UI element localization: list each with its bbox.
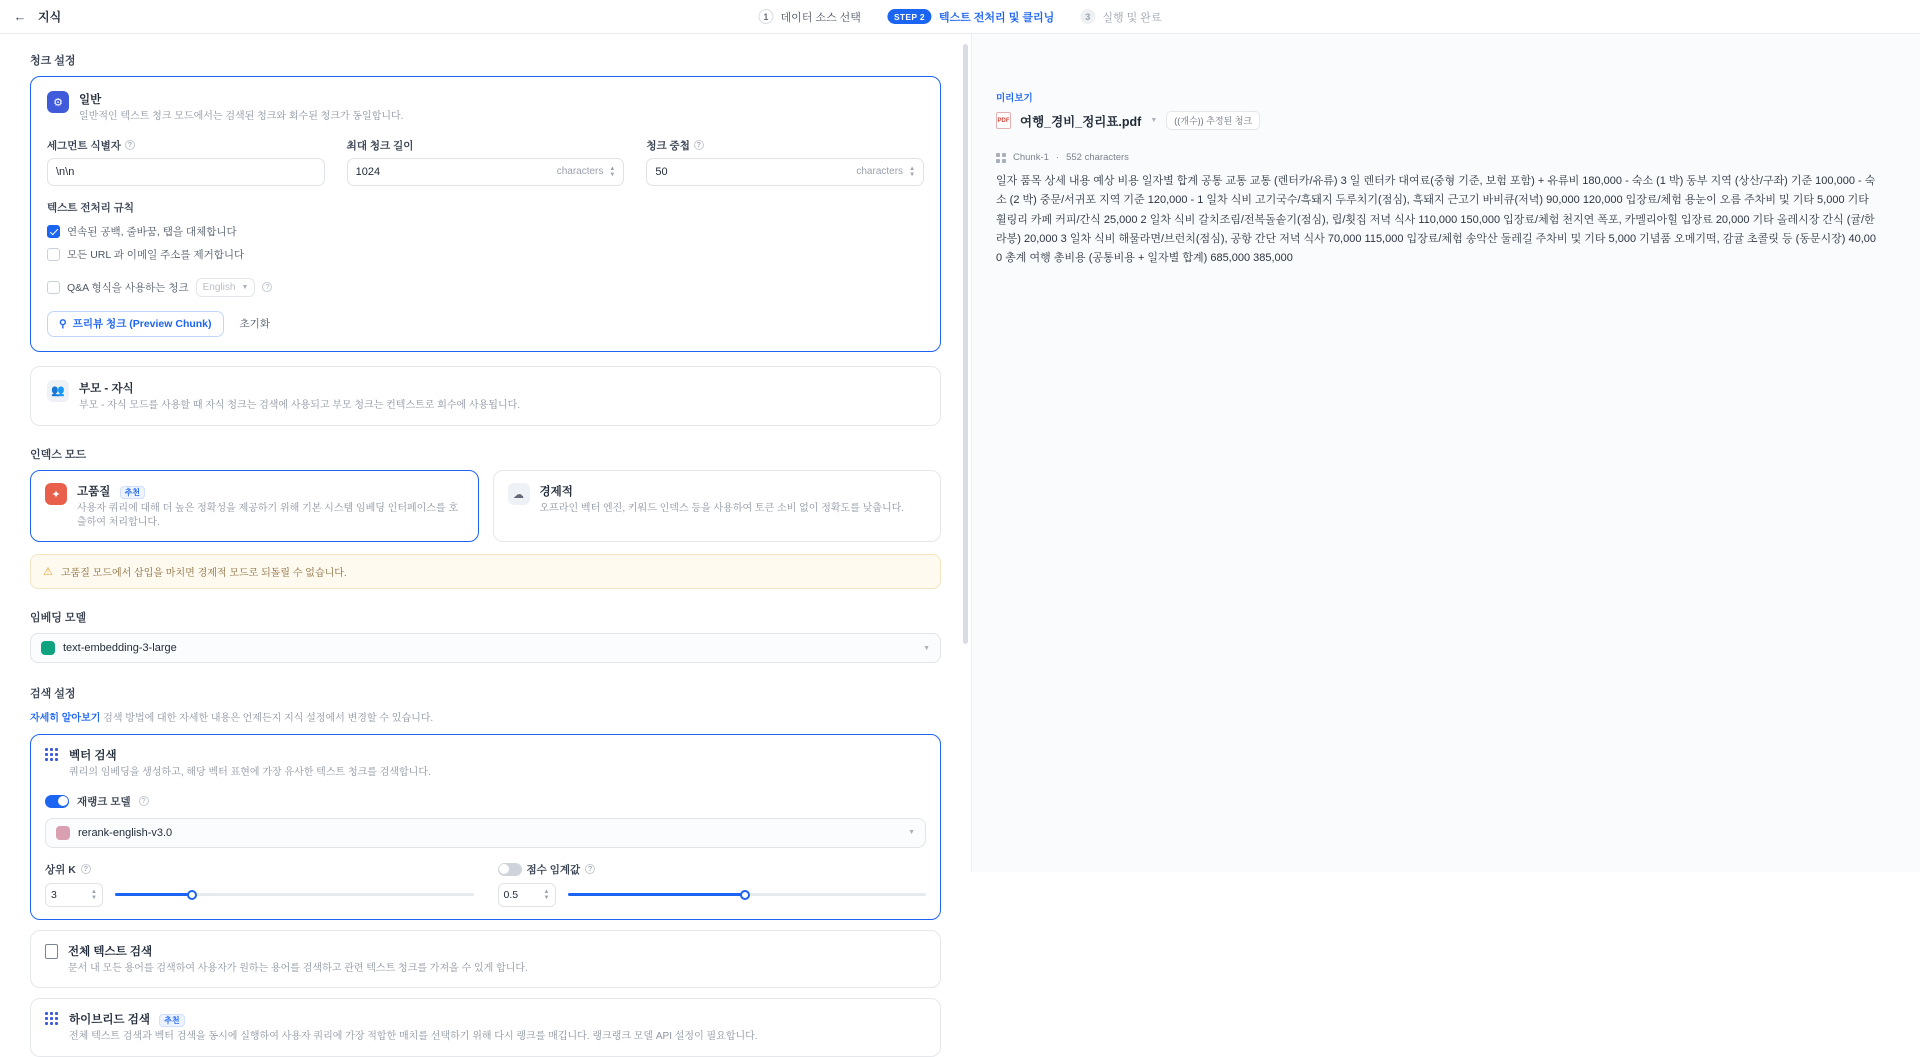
hybrid-search-card[interactable] — [30, 998, 941, 1057]
chunk-settings-heading: 청크 설정 — [30, 55, 76, 67]
step-3-label: 실행 및 완료 — [1102, 11, 1162, 24]
step-2[interactable] — [887, 9, 1054, 25]
high-quality-icon: ✦ — [45, 483, 67, 505]
score-threshold-label-text: 점수 임계값 — [526, 863, 581, 876]
back-arrow-icon[interactable]: ← — [13, 9, 27, 24]
top-k-slider-fill — [115, 893, 194, 896]
top-k-slider-knob[interactable] — [187, 890, 197, 900]
step-2-label: 텍스트 전처리 및 클리닝 — [938, 11, 1055, 24]
chunk-title: Chunk-1 — [1013, 152, 1049, 163]
max-chunk-length-input[interactable] — [347, 158, 625, 186]
vector-search-subtitle: 쿼리의 임베딩을 생성하고, 해당 벡터 표현에 가장 유사한 텍스트 청크를 검색합니다. — [69, 767, 431, 778]
hybrid-search-subtitle: 전체 텍스트 검색과 벡터 검색을 동시에 실행하여 사용자 쿼리에 가장 적합한 매치를 선택하기 위해 다시 랭크를 매깁니다. 랭크랭크 모델 API 설정이 필요합니다. — [69, 1031, 758, 1042]
chunk-overlap-input[interactable] — [646, 158, 924, 186]
high-quality-subtitle: 사용자 쿼리에 대해 더 높은 정확성을 제공하기 위해 기본 시스템 임베딩 인터페이스를 호출하여 처리합니다. — [77, 503, 459, 528]
segment-identifier-label-text: 세그먼트 식별자 — [47, 139, 121, 152]
checkbox-icon[interactable] — [47, 281, 60, 294]
openai-icon — [41, 641, 55, 655]
checkbox-icon[interactable] — [47, 225, 60, 238]
economical-subtitle: 오프라인 벡터 엔진, 키워드 인덱스 등을 사용하여 토큰 소비 없이 정확도를 낮춥니다. — [539, 503, 905, 514]
help-icon[interactable]: ? — [125, 140, 135, 150]
full-text-search-card[interactable] — [30, 930, 941, 989]
top-k-slider[interactable] — [115, 893, 474, 896]
score-threshold-stepper[interactable]: ▲ ▼ — [543, 888, 550, 901]
hybrid-search-title: 하이브리드 검색 — [69, 1014, 150, 1026]
max-chunk-length-unit: characters — [556, 166, 604, 177]
parent-child-subtitle: 부모 - 자식 모드를 사용할 때 자식 청크는 검색에 사용되고 부모 청크는 컨텍스트로 회수에 사용됩니다. — [79, 399, 521, 411]
chunk-icon — [996, 153, 1006, 163]
vector-search-card[interactable] — [30, 734, 941, 920]
general-mode-icon: ⚙ — [47, 91, 69, 113]
high-quality-title-wrap — [77, 483, 464, 499]
parent-child-icon: 👥 — [47, 380, 69, 402]
hybrid-search-title-wrap — [69, 1011, 758, 1027]
rerank-toggle-label: 재랭크 모델 — [77, 795, 131, 808]
segment-identifier-field — [47, 138, 325, 186]
step-1[interactable] — [758, 9, 861, 25]
max-chunk-length-value: 1024 — [355, 165, 381, 178]
rerank-model-select[interactable] — [45, 818, 926, 848]
top-k-value: 3 — [51, 888, 57, 901]
chunk-overlap-label — [646, 138, 924, 153]
checkbox-icon[interactable] — [47, 248, 60, 261]
score-threshold-label[interactable] — [498, 862, 927, 877]
embedding-model-select[interactable] — [30, 633, 941, 663]
rerank-toggle-row[interactable] — [45, 794, 926, 809]
help-icon[interactable]: ? — [694, 140, 704, 150]
rule-remove-urls-label: 모든 URL 과 이메일 주소를 제거합니다 — [67, 248, 245, 261]
document-icon — [45, 944, 58, 959]
hybrid-search-badge: 추천 — [159, 1014, 184, 1027]
reset-link[interactable]: 초기화 — [239, 318, 270, 330]
index-mode-high-quality[interactable] — [30, 470, 479, 542]
preview-file-row[interactable] — [996, 111, 1880, 130]
score-threshold-input[interactable] — [498, 883, 556, 907]
max-chunk-length-field — [347, 138, 625, 186]
preview-chunk-label: 프리뷰 청크 (Preview Chunk) — [72, 318, 212, 330]
top-bar — [0, 0, 1920, 34]
qa-language-select[interactable] — [196, 278, 256, 297]
help-icon[interactable]: ? — [262, 282, 272, 292]
pdf-file-icon: PDF — [996, 112, 1011, 129]
full-text-search-header — [45, 943, 926, 976]
retrieval-description-rest: 검색 방법에 대한 자세한 내용은 언제든지 지식 설정에서 변경할 수 있습니다. — [100, 713, 434, 724]
chunk-actions — [31, 297, 940, 337]
main-body — [0, 34, 1920, 1042]
page-title: 지식 — [38, 10, 62, 24]
chunk-overlap-value: 50 — [655, 165, 668, 178]
chunk-body-text: 일자 품목 상세 내용 예상 비용 일자별 합계 공통 교통 교통 (렌터카/유류) 3 일 렌터카 대여료(중형 기준, 보험 포함) + 유류비 180,000 - 숙소 (1 박) 동부 지역 (상산/구좌) 기준 100,000 - 숙소 (2 박) 중문/서귀포 지역 기준 120,000 - 1 일차 식비 고기국수/흑돼지 두루치기(점심), 흑돼지 근고기 바비큐(저녁) 90,000 120,000 입장료/체험 용눈이 오름 주차비 및 기타 5,000 기타 휠링리 카페 커피/간식 25,000 2 일차 식비 갈치조림/전복돌솥기(점심), 립/횟집 저녁 식사 110,000 150,000 입장료/체험 천지연 폭포, 카멜리아힐 입장료 20,000 기타 올레시장 간식 (귤/한라봉) 20,000 3 일차 식비 해물라면/브런치(점심), 공항 간단 저녁 식사 70,000 115,000 입장료/체험 송악산 둘레길 주차비 및 기타 5,000 기념품 오메기떡, 감귤 초콜릿 등 (동문시장) 40,000 총계 여행 총비용 (공통비용 + 일자별 합계) 685,000 385,000 — [996, 175, 1877, 264]
score-threshold-slider-knob[interactable] — [740, 890, 750, 900]
index-mode-economical[interactable] — [493, 470, 942, 542]
score-threshold-value: 0.5 — [503, 888, 519, 901]
chunk-settings-card[interactable] — [30, 76, 941, 352]
segment-identifier-value: \n\n — [56, 165, 75, 178]
chunk-meta-row — [996, 152, 1880, 163]
chunk-fields-row — [31, 132, 940, 186]
index-mode-warning-text: 고품질 모드에서 삽입을 마치면 경제적 모드로 되돌릴 수 없습니다. — [60, 568, 347, 579]
qa-format-row[interactable] — [47, 278, 924, 297]
step-3-number: 3 — [1080, 9, 1095, 24]
retrieval-settings-heading: 검색 설정 — [30, 688, 76, 700]
rule-replace-whitespace[interactable] — [47, 224, 924, 239]
economical-title: 경제적 — [539, 486, 573, 498]
segment-identifier-label — [47, 138, 325, 153]
step-3[interactable] — [1080, 9, 1161, 25]
chunk-general-header — [31, 77, 940, 132]
rerank-toggle[interactable] — [45, 795, 69, 808]
score-threshold-group — [498, 862, 927, 907]
preview-chunk-button[interactable] — [47, 311, 224, 337]
score-threshold-slider-fill — [568, 893, 747, 896]
embedding-model-left — [41, 641, 177, 655]
top-k-control — [45, 883, 474, 907]
high-quality-badge: 추천 — [120, 486, 145, 499]
rerank-model-value: rerank-english-v3.0 — [78, 826, 173, 839]
preview-pane — [972, 34, 1920, 872]
grid-icon — [45, 748, 59, 762]
step-1-label: 데이터 소스 선택 — [780, 11, 861, 24]
index-mode-heading: 인덱스 모드 — [30, 449, 87, 461]
preview-scrollbar[interactable] — [1913, 34, 1918, 872]
top-k-stepper[interactable]: ▲ ▼ — [91, 888, 97, 901]
grid-icon — [45, 1012, 59, 1026]
chevron-down-icon[interactable]: ▼ — [1150, 117, 1158, 124]
preprocessing-rules-title: 텍스트 전처리 규칙 — [47, 201, 134, 214]
chunk-overlap-label-text: 청크 중첩 — [646, 139, 690, 152]
economical-icon: ☁ — [508, 483, 530, 505]
rule-replace-whitespace-label: 연속된 공백, 줄바꿈, 탭을 대체합니다 — [67, 225, 237, 238]
help-icon[interactable]: ? — [139, 796, 149, 806]
retrieval-description — [30, 709, 941, 724]
score-threshold-control — [498, 883, 927, 907]
chunk-overlap-field — [646, 138, 924, 186]
qa-format-label: Q&A 형식을 사용하는 청크 — [67, 281, 189, 294]
index-mode-warning — [30, 554, 941, 589]
preprocessing-rules — [31, 186, 940, 297]
vector-search-title: 벡터 검색 — [69, 750, 117, 762]
score-threshold-slider[interactable] — [568, 893, 927, 896]
full-text-search-subtitle: 문서 내 모든 용어를 검색하여 사용자가 원하는 용어를 검색하고 관련 텍스트 청크를 가져올 수 있게 합니다. — [68, 962, 528, 974]
settings-pane — [0, 34, 972, 1042]
general-mode-title: 일반 — [79, 94, 102, 106]
help-icon[interactable]: ? — [81, 864, 91, 874]
max-chunk-length-label-text: 최대 청크 길이 — [346, 139, 414, 152]
top-k-input[interactable] — [45, 883, 103, 907]
magnifier-icon: ⚲ — [59, 317, 67, 330]
chevron-down-icon: ▼ — [241, 283, 249, 291]
top-k-label-text: 상위 K — [45, 863, 76, 876]
qa-language-value: English — [202, 281, 236, 293]
hybrid-search-header — [45, 1011, 926, 1044]
chevron-down-icon: ▼ — [908, 829, 915, 836]
chunk-overlap-stepper[interactable]: ▲ ▼ — [909, 165, 916, 178]
index-mode-options — [30, 470, 941, 542]
score-threshold-toggle[interactable] — [498, 863, 522, 876]
step-1-number: 1 — [758, 9, 773, 24]
vector-search-header — [45, 747, 926, 780]
estimated-chunks-chip: ((개수)) 추정된 청크 — [1166, 111, 1260, 130]
learn-more-link[interactable]: 자세히 알아보기 — [30, 713, 101, 724]
top-k-label — [45, 862, 474, 877]
max-chunk-length-label — [347, 138, 625, 153]
retrieval-sliders — [45, 862, 926, 907]
rule-remove-urls[interactable] — [47, 247, 924, 262]
preview-label: 미리보기 — [996, 93, 1033, 104]
segment-identifier-input[interactable] — [47, 158, 325, 186]
top-k-group — [45, 862, 474, 907]
general-mode-subtitle: 일반적인 텍스트 청크 모드에서는 검색된 청크와 회수된 청크가 동일합니다. — [79, 111, 404, 122]
top-bar-left — [0, 8, 300, 25]
high-quality-title: 고품질 — [77, 486, 111, 498]
max-chunk-stepper[interactable]: ▲ ▼ — [609, 165, 616, 178]
help-icon[interactable]: ? — [585, 864, 595, 874]
preview-file-name: 여행_경비_정리표.pdf — [1020, 114, 1142, 129]
parent-child-title: 부모 - 자식 — [79, 382, 134, 395]
full-text-search-title: 전체 텍스트 검색 — [68, 945, 153, 958]
chunk-char-count: 552 characters — [1066, 152, 1129, 163]
embedding-model-heading: 임베딩 모델 — [30, 612, 87, 624]
warning-icon: ⚠ — [43, 566, 53, 578]
rerank-model-left — [56, 826, 172, 840]
step-indicator — [758, 9, 1161, 25]
parent-child-card[interactable] — [30, 366, 941, 427]
chunk-overlap-unit: characters — [856, 166, 904, 177]
chunk-meta-separator: · — [1055, 152, 1060, 163]
step-2-number: STEP 2 — [887, 9, 932, 24]
cohere-icon — [56, 826, 70, 840]
embedding-model-value: text-embedding-3-large — [63, 642, 177, 654]
chevron-down-icon: ▼ — [923, 644, 930, 652]
settings-scrollbar[interactable] — [963, 44, 968, 644]
